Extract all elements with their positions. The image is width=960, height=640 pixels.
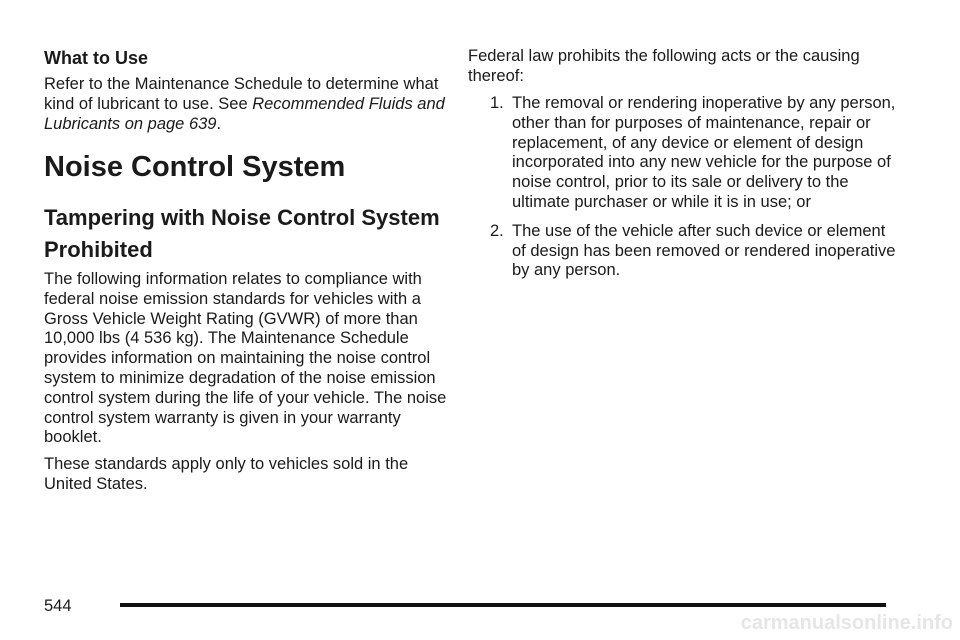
what-to-use-text: Refer to the Maintenance Schedule to determine what kind of lubricant to use. See xyxy=(44,75,439,113)
compliance-info-paragraph: The following information relates to compliance with federal noise emission standards for vehicles with a Gross Vehicle Weight Rating (GVWR) of more than 10,000 lbs (4 536 kg). The Maintenance Schedule provides information on maintaining the noise control system to minimize degradation of the noise emission control system during the life of your vehicle. The noise control system warranty is given in your warranty booklet. xyxy=(44,270,447,447)
what-to-use-period: . xyxy=(216,114,222,133)
fluids-reference-link[interactable]: Recommended Fluids and Lubricants on page 639 xyxy=(44,94,445,133)
what-to-use-heading: What to Use xyxy=(44,48,149,68)
footer-divider xyxy=(120,603,886,607)
watermark-text: carmanualsonline.info xyxy=(740,612,953,634)
list-item-number: 2. xyxy=(490,221,504,240)
what-to-use-paragraph xyxy=(44,75,454,134)
section-title: Noise Control System xyxy=(44,151,346,183)
page-number: 544 xyxy=(44,597,72,615)
list-item xyxy=(468,222,898,281)
list-item-text: The removal or rendering inoperative by any person, other than for purposes of maintenance, repair or replacement, of any device or element of design incorporated into any new vehicle for the purpose of noise control, prior to its sale or delivery to the ultimate purchaser or while it is in use; or xyxy=(512,94,896,211)
prohibited-acts-list xyxy=(468,94,898,290)
federal-law-paragraph: Federal law prohibits the following acts or the causing thereof: xyxy=(468,47,860,85)
list-item xyxy=(468,94,898,213)
subsection-title: Tampering with Noise Control System Prohibited xyxy=(44,205,440,262)
standards-paragraph: These standards apply only to vehicles sold in the United States. xyxy=(44,455,409,493)
list-item-number: 1. xyxy=(490,94,504,112)
list-item-text: The use of the vehicle after such device or element of design has been removed or rendered inoperative by any person. xyxy=(512,221,896,280)
